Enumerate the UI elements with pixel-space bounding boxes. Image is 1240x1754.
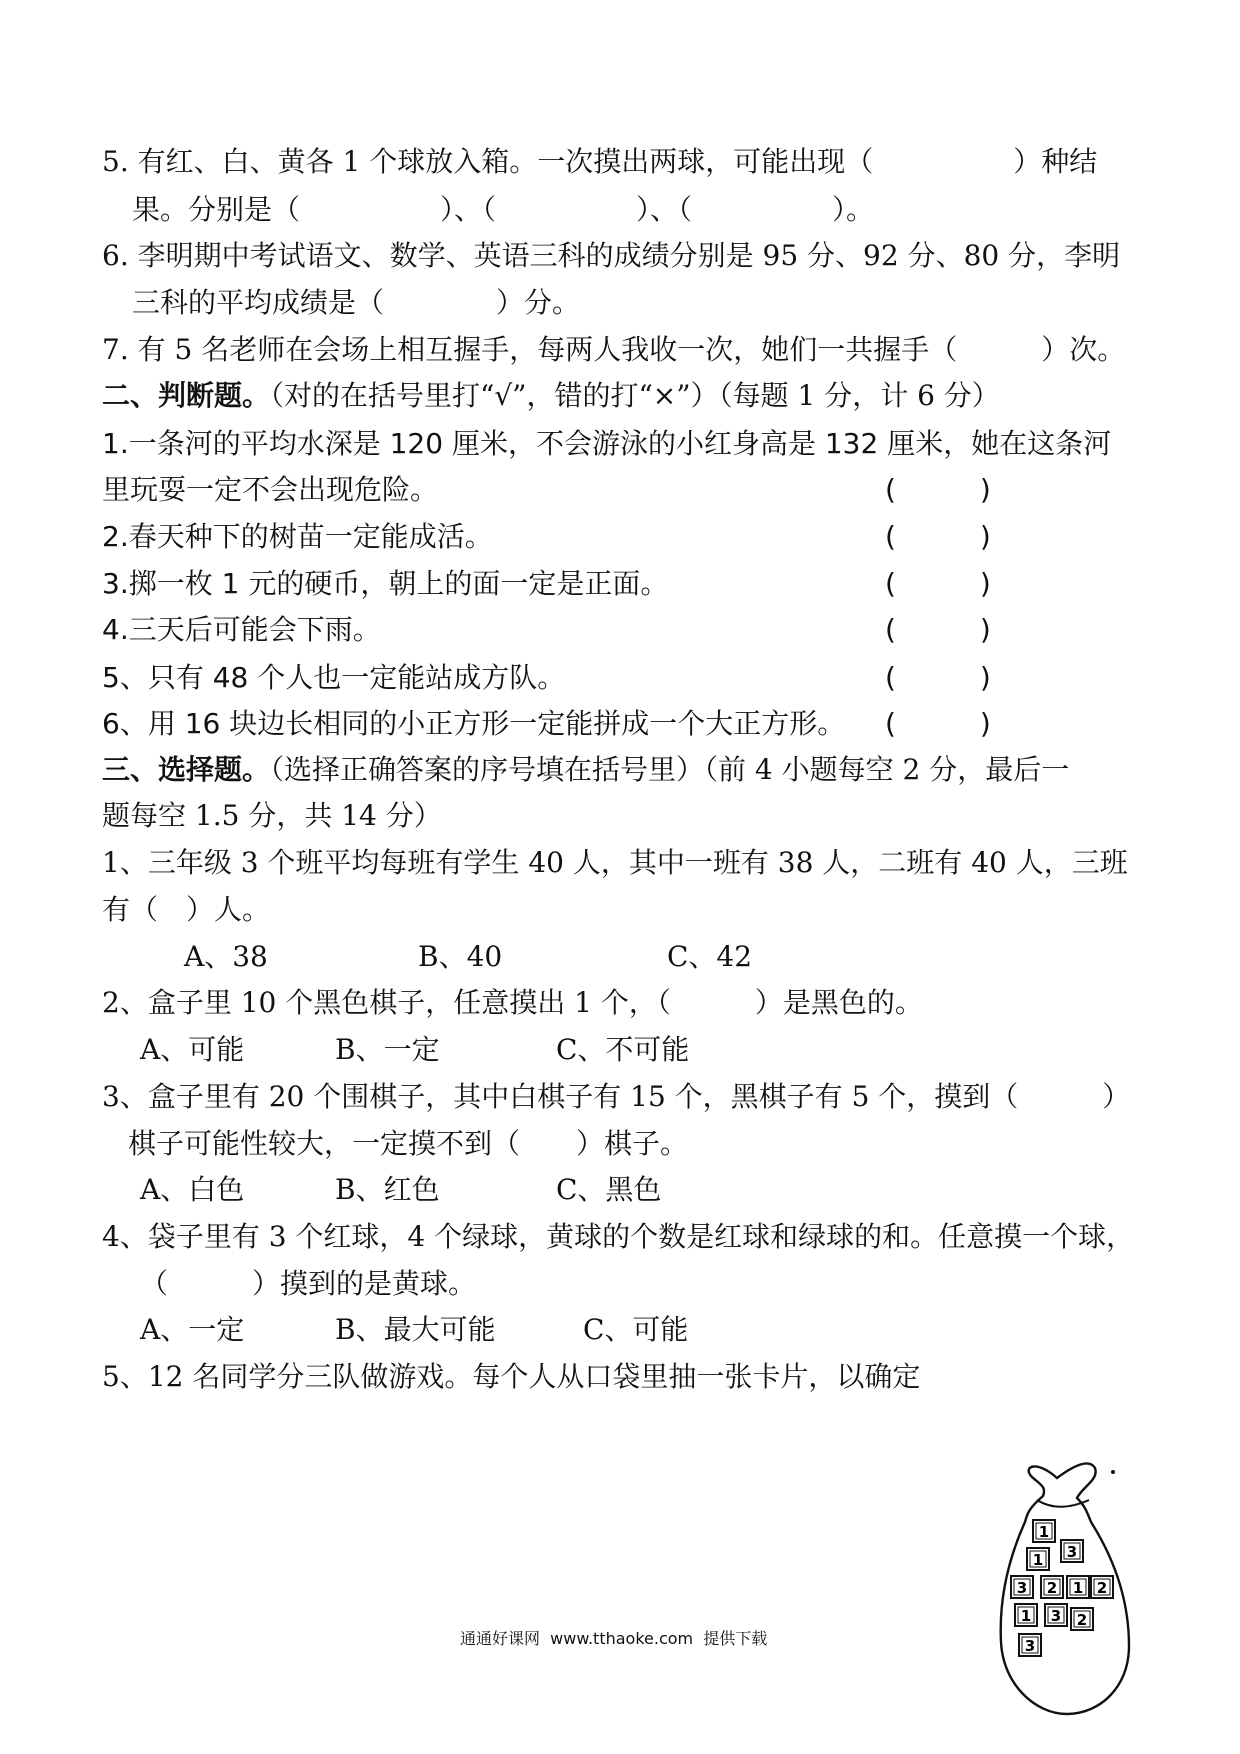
number-card xyxy=(1061,1540,1083,1562)
page-footer: 通通好课网 www.tthaoke.com 提供下载 xyxy=(460,1629,768,1648)
fill-q6-line1: 6. 李明期中考试语文、数学、英语三科的成绩分别是 95 分、92 分、80 分，李明 xyxy=(102,239,1121,272)
number-card-label: 3 xyxy=(1024,1637,1036,1655)
number-card xyxy=(1011,1576,1033,1598)
number-card-label: 3 xyxy=(1016,1579,1028,1597)
judge-item-4: 4.三天后可能会下雨。 xyxy=(102,613,381,646)
choice-q1-line2: 有（ ）人。 xyxy=(102,893,271,926)
answer-bracket: ( ) xyxy=(885,567,991,600)
choice-q4-line1: 4、袋子里有 3 个红球，4 个绿球，黄球的个数是红球和绿球的和。任意摸一个球， xyxy=(102,1220,1135,1253)
choice-option: C、不可能 xyxy=(556,1033,690,1066)
judge-item-3: 3.掷一枚 1 元的硬币，朝上的面一定是正面。 xyxy=(102,567,669,600)
choice-option: C、可能 xyxy=(583,1313,689,1346)
number-card xyxy=(1041,1576,1063,1598)
choice-option: B、最大可能 xyxy=(335,1313,496,1346)
fill-q7-line1: 7. 有 5 名老师在会场上相互握手，每两人我收一次，她们一共握手（ ）次。 xyxy=(102,333,1126,366)
number-card xyxy=(1091,1576,1113,1598)
number-card-label: 1 xyxy=(1072,1579,1084,1597)
choice-q4-line2: （ ）摸到的是黄球。 xyxy=(140,1267,477,1300)
choice-header-line2: 题每空 1.5 分，共 14 分） xyxy=(102,799,442,832)
choice-q3-line1: 3、盒子里有 20 个围棋子，其中白棋子有 15 个，黑棋子有 5 个，摸到（ ） xyxy=(102,1080,1131,1113)
fill-q5-line2: 果。分别是（ ）、（ ）、（ ）。 xyxy=(132,193,875,226)
choice-option: A、一定 xyxy=(140,1313,245,1346)
choice-q2-line1: 2、盒子里 10 个黑色棋子，任意摸出 1 个，（ ）是黑色的。 xyxy=(102,986,923,1019)
choice-header-rest: （选择正确答案的序号填在括号里）（前 4 小题每空 2 分，最后一 xyxy=(270,753,1070,786)
number-card-label: 2 xyxy=(1046,1579,1058,1597)
choice-option: A、38 xyxy=(184,940,268,973)
choice-q3-line2: 棋子可能性较大，一定摸不到（ ）棋子。 xyxy=(128,1127,689,1160)
judge-item-5: 5、只有 48 个人也一定能站成方队。 xyxy=(102,661,566,694)
number-card xyxy=(1033,1520,1055,1542)
judge-header xyxy=(102,376,1000,416)
choice-option: A、白色 xyxy=(140,1173,245,1206)
fill-q5-line1: 5. 有红、白、黄各 1 个球放入箱。一次摸出两球，可能出现（ ）种结 xyxy=(102,145,1098,178)
answer-bracket: ( ) xyxy=(885,707,991,740)
number-card-label: 3 xyxy=(1050,1607,1062,1625)
choice-option: A、可能 xyxy=(140,1033,245,1066)
number-card xyxy=(1019,1634,1041,1656)
number-card xyxy=(1067,1576,1089,1598)
choice-q5-line1: 5、12 名同学分三队做游戏。每个人从口袋里抽一张卡片，以确定 xyxy=(102,1360,921,1393)
answer-bracket: ( ) xyxy=(885,613,991,646)
number-card-label: 1 xyxy=(1032,1551,1044,1569)
number-card xyxy=(1071,1608,1093,1630)
choice-header xyxy=(102,750,1069,790)
number-card xyxy=(1015,1604,1037,1626)
number-card xyxy=(1045,1604,1067,1626)
judge-item-1-line1: 1.一条河的平均水深是 120 厘米，不会游泳的小红身高是 132 厘米，她在这条河 xyxy=(102,427,1112,460)
judge-header-rest: （对的在括号里打“√”，错的打“×”）（每题 1 分，计 6 分） xyxy=(270,379,1000,412)
bag-cards xyxy=(1011,1520,1113,1656)
judge-item-1-line2: 里玩耍一定不会出现危险。 xyxy=(102,473,439,506)
answer-bracket: ( ) xyxy=(885,473,991,506)
judge-item-2: 2.春天种下的树苗一定能成活。 xyxy=(102,520,493,553)
number-card-label: 2 xyxy=(1096,1579,1108,1597)
choice-option: B、40 xyxy=(418,940,503,973)
card-bag-illustration xyxy=(995,1452,1135,1722)
judge-item-6: 6、用 16 块边长相同的小正方形一定能拼成一个大正方形。 xyxy=(102,707,846,740)
choice-q1-line1: 1、三年级 3 个班平均每班有学生 40 人，其中一班有 38 人，二班有 40 人，三班 xyxy=(102,846,1128,879)
choice-option: B、一定 xyxy=(335,1033,440,1066)
choice-option: C、黑色 xyxy=(556,1173,662,1206)
choice-header-title: 三、选择题。 xyxy=(102,753,271,786)
number-card-label: 1 xyxy=(1038,1523,1050,1541)
number-card-label: 2 xyxy=(1076,1611,1088,1629)
number-card-label: 1 xyxy=(1020,1607,1032,1625)
choice-option: C、42 xyxy=(667,940,753,973)
answer-bracket: ( ) xyxy=(885,520,991,553)
answer-bracket: ( ) xyxy=(885,661,991,694)
judge-header-title: 二、判断题。 xyxy=(102,379,271,412)
number-card xyxy=(1027,1548,1049,1570)
choice-option: B、红色 xyxy=(335,1173,440,1206)
fill-q6-line2: 三科的平均成绩是（ ）分。 xyxy=(132,286,581,319)
number-card-label: 3 xyxy=(1066,1543,1078,1561)
bag-dot xyxy=(1111,1470,1115,1474)
